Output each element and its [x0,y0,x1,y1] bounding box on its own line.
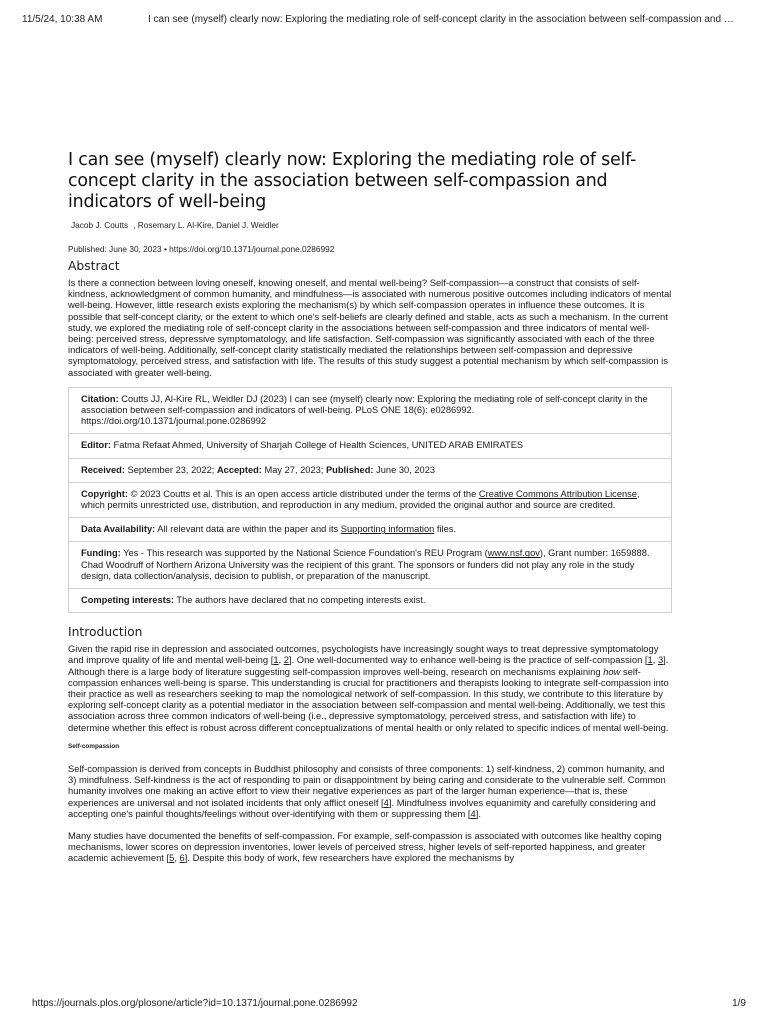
self-compassion-paragraph-1 [68,763,672,819]
reference-link[interactable]: 4 [470,807,476,819]
self-compassion-paragraph-2 [68,830,672,864]
intro-text-part: Given the rapid rise in depression and associated outcomes, psychologists have increasingly sought ways to treat depressive symptomatology and improve quality of life and mental well-being [ [68,643,659,666]
introduction-heading: Introduction [68,625,143,640]
body-text-part: Self-compassion is derived from concepts in Buddhist philosophy and consists of three components: 1) self-kindness, 2) common humanity, and 3) mindfulness. Self-kindness is the act of responding to pain or disappointment by being caring and considerate to the vulnerable self. Common humanity involves one making an active effort to view their negative experiences as part of the larger human experience—that is, these experiences are universal and not isolated incidents that only afflict oneself [ [68,762,666,808]
competing-interests-text: The authors have declared that no competing interests exist. [173,595,426,606]
article-info-box [68,387,672,613]
emphasis-text: how [603,665,621,677]
nsf-link[interactable]: www.nsf.gov [487,548,540,559]
citation-row [69,388,671,434]
body-text-part: ]. [475,807,481,819]
funding-text-end: ), Grant number: 1659888. Chad Woodruff of Northern Arizona University was the recipient of this grant. The sponsors or funders did not play any role in the study design, data collection/analysis, decision to publish, or preparation of the manuscript. [81,548,650,581]
license-link[interactable]: Creative Commons Attribution License [478,488,637,499]
print-doc-title: I can see (myself) clearly now: Exploring the mediating role of self-concept clarity in the association between self-compassion and … [148,14,734,25]
reference-link[interactable]: 4 [383,796,389,808]
reference-link[interactable]: 3 [657,654,664,666]
body-text-part: ]. Mindfulness involves equanimity and carefully considering and accepting one's painful thoughts/feelings without over-identifying with them or suppressing them [ [68,796,656,819]
funding-row [69,541,671,588]
funding-text: Yes - This research was supported by the National Science Foundation's REU Program ( [120,548,488,559]
data-availability-row [69,517,671,541]
author-names[interactable]: , Rosemary L. Al-Kire, Daniel J. Weidler [133,220,279,230]
copyright-label: Copyright: [81,488,128,499]
body-text-part: Many studies have documented the benefits of self-compassion. For example, self-compassion is associated with outcomes like healthy coping mechanisms, lower scores on depression inventories, lower levels of perceived stress, higher levels of self-reported happiness, and greater academic achievement [ [68,829,662,864]
reference-link[interactable]: 1 [647,654,653,666]
intro-text-part: ]. One well-documented way to enhance well-being is the practice of self-compassion [ [288,654,648,666]
author-link[interactable]: Jacob J. Coutts [71,220,129,230]
body-text-part: ]. Despite this body of work, few researchers have explored the mechanisms by [184,852,515,864]
print-header [22,14,746,28]
intro-text-part: ]. Although there is a large body of literature suggesting self-compassion improves well-being, research on mechanisms explaining [68,654,669,677]
abstract-text: Is there a connection between loving oneself, knowing oneself, and mental well-being? Self-compassion—a construct that consists of self-kindness, acknowledgment of common humanity, and mindfulness—is associated with numerous positive outcomes including indicators of mental well-being. However, little research exists exploring the mechanism(s) by which self-compassion operates in influence these outcomes. It is possible that self-concept clarity, or the extent to which one's self-beliefs are clearly defined and stable, acts as such a mechanism. In the current study, we explored the mediating role of self-concept clarity in the associations between self-compassion and three indicators of mental well-being: perceived stress, depressive symptomatology, and life satisfaction. Self-compassion was significantly associated with each of the three indicators of well-being. Additionally, self-concept clarity statistically mediated the relationships between self-compassion and depressive symptomatology, perceived stress, and satisfaction with life. The results of this study suggest a potential mechanism by which self-compassion is associated with greater well-being. [68,277,672,378]
citation-label: Citation: [81,393,119,404]
accepted-label: Accepted: [216,464,262,475]
competing-interests-label: Competing interests: [81,595,174,606]
article-content [68,150,672,875]
editor-row [69,433,671,457]
editor-text: Fatma Refaat Ahmed, University of Sharjah College of Health Sciences, UNITED ARAB EMIRATES [110,440,524,451]
data-availability-text-end: files. [434,524,457,535]
print-footer [22,998,746,1012]
data-availability-text: All relevant data are within the paper and its [155,524,341,535]
citation-text: Coutts JJ, Al-Kire RL, Weidler DJ (2023) I can see (myself) clearly now: Exploring the mediating role of self-concept clarity in the association between self-compassion and indicators of well-being. PLoS ONE 18(6): e0286992. https://doi.org/10.1371/journal.pone.0286992 [81,393,648,427]
funding-label: Funding: [81,548,121,559]
dates-row [69,458,671,482]
body-text-part: , [174,852,180,864]
intro-text-part: , [652,654,658,666]
reference-link[interactable]: 6 [179,852,185,864]
received-date: September 23, 2022; [124,464,217,475]
abstract-heading: Abstract [68,259,120,273]
received-label: Received: [81,464,125,475]
introduction-text [68,643,672,733]
reference-link[interactable]: 5 [169,852,175,864]
published-label: Published: [325,464,374,475]
editor-label: Editor: [81,440,111,451]
article-title: I can see (myself) clearly now: Exploring the mediating role of self-concept clarity in the association between self-compassion and indicators of well-being [68,150,637,212]
competing-interests-row [69,588,671,612]
print-page-number: 1/9 [732,998,746,1009]
intro-text-part: self-compassion enhances well-being is sparse. This understanding is crucial for practitioners and therapists looking to integrate self-compassion into their practice as well as researchers seeking to map the nomological network of self-compassion. In this study, we contribute to this literature by exploring self-concept clarity as a potential mediator in the association between self-compassion and mental well-being. Additionally, we test this association across three common indicators of well-being (i.e., depressive symptomatology, perceived stress, and satisfaction with life) to determine whether this effect is robust across different conceptualizations of mental health or only related to specific indices of mental well-being. [68,665,669,733]
data-availability-label: Data Availability: [81,524,156,535]
copyright-row [69,482,671,517]
copyright-text: © 2023 Coutts et al. This is an open access article distributed under the terms of the [128,488,479,499]
publication-line: Published: June 30, 2023 • https://doi.org/10.1371/journal.pone.0286992 [68,244,335,254]
reference-link[interactable]: 1 [273,654,279,666]
accepted-date: May 27, 2023; [261,464,326,475]
print-datetime: 11/5/24, 10:38 AM [22,14,103,25]
intro-text-part: , [278,654,284,666]
copyright-text-end: , which permits unrestricted use, distribution, and reproduction in any medium, provided the original author and source are credited. [81,488,640,511]
reference-link[interactable]: 2 [283,654,289,666]
author-list [71,220,672,230]
self-compassion-heading: Self-compassion [68,742,120,750]
supporting-info-link[interactable]: Supporting information [340,524,435,535]
print-url: https://journals.plos.org/plosone/article?id=10.1371/journal.pone.0286992 [32,998,358,1009]
published-date: June 30, 2023 [373,464,436,475]
